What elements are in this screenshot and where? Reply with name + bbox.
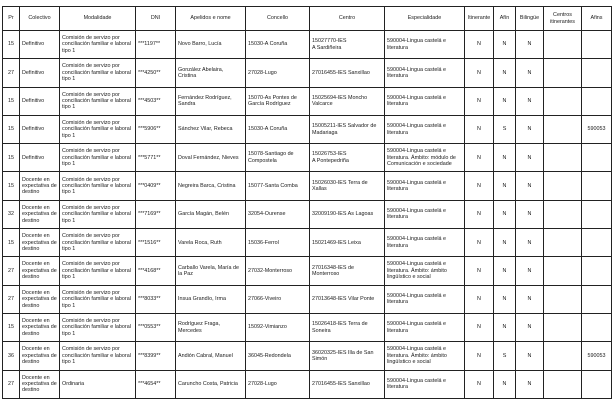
cell-colectivo: Definitivo: [20, 31, 60, 59]
cell-centros-itinerantes: [544, 200, 582, 228]
cell-centros-itinerantes: [544, 257, 582, 285]
cell-colectivo: Docente en expectativa de destino: [20, 313, 60, 341]
cell-bilingue: N: [516, 342, 544, 370]
cell-afin: N: [494, 229, 516, 257]
cell-colectivo: Docente en expectativa de destino: [20, 172, 60, 200]
table-row: [3, 229, 612, 257]
cell-pr: 15: [3, 313, 20, 341]
cell-centros-itinerantes: [544, 31, 582, 59]
cell-itinerante: N: [465, 172, 494, 200]
cell-bilingue: N: [516, 172, 544, 200]
cell-afin: N: [494, 144, 516, 172]
cell-concello: 15030-A Coruña: [246, 115, 310, 143]
cell-line: A Sardiñeira: [312, 44, 342, 51]
cell-afin: N: [494, 285, 516, 313]
cell-bilingue: N: [516, 115, 544, 143]
cell-line: 15026753-IES: [312, 151, 347, 158]
cell-centros-itinerantes: [544, 229, 582, 257]
cell-dni: ***1516**: [136, 229, 176, 257]
cell-centros-itinerantes: [544, 59, 582, 87]
cell-especialidade: 590004-Lingua castelá e literatura: [385, 59, 465, 87]
cell-bilingue: N: [516, 370, 544, 398]
table-row: [3, 313, 612, 341]
cell-nome: González Abelaira, Cristina: [176, 59, 246, 87]
cell-dni: ***4168**: [136, 257, 176, 285]
cell-centro: [310, 31, 385, 59]
cell-modalidade: Comisión de servizo por conciliación familiar e laboral tipo 1: [60, 285, 136, 313]
cell-line: 15026418-IES Terra de Soneira: [312, 321, 368, 334]
cell-itinerante: N: [465, 144, 494, 172]
cell-line: 27016348-IES de Monterroso: [312, 264, 354, 278]
cell-itinerante: N: [465, 313, 494, 341]
cell-colectivo: Docente en expectativa de destino: [20, 200, 60, 228]
cell-bilingue: N: [516, 144, 544, 172]
cell-afin: N: [494, 200, 516, 228]
cell-nome: Fernández Rodríguez, Sandra: [176, 87, 246, 115]
cell-afin: N: [494, 370, 516, 398]
cell-nome: Negreira Barca, Cristina: [176, 172, 246, 200]
cell-concello: 27028-Lugo: [246, 370, 310, 398]
table-row: [3, 31, 612, 59]
cell-bilingue: N: [516, 87, 544, 115]
cell-nome: Insua Grandío, Irma: [176, 285, 246, 313]
cell-centro: [310, 257, 385, 285]
cell-colectivo: Docente en expectativa de destino: [20, 229, 60, 257]
cell-concello: 15077-Santa Comba: [246, 172, 310, 200]
cell-modalidade: Comisión de servizo por conciliación familiar e laboral tipo 1: [60, 115, 136, 143]
cell-centro: [310, 87, 385, 115]
cell-afins: [582, 200, 612, 228]
table-row: [3, 59, 612, 87]
cell-itinerante: N: [465, 31, 494, 59]
cell-nome: Sánchez Vilar, Rebeca: [176, 115, 246, 143]
cell-pr: 15: [3, 31, 20, 59]
cell-centros-itinerantes: [544, 285, 582, 313]
table-row: [3, 200, 612, 228]
cell-colectivo: Docente en expectativa de destino: [20, 370, 60, 398]
header-cell: Concello: [246, 7, 310, 31]
cell-centro: [310, 370, 385, 398]
cell-nome: Doval Fernández, Nieves: [176, 144, 246, 172]
table-body: [3, 31, 612, 399]
cell-concello: 15070-As Pontes de García Rodríguez: [246, 87, 310, 115]
cell-colectivo: Definitivo: [20, 144, 60, 172]
cell-line: 32009190-IES As Lagoas: [312, 211, 374, 218]
table-row: [3, 144, 612, 172]
cell-afins: [582, 31, 612, 59]
cell-pr: 15: [3, 115, 20, 143]
cell-centro: [310, 229, 385, 257]
cell-centros-itinerantes: [544, 370, 582, 398]
cell-nome: García Magán, Belén: [176, 200, 246, 228]
cell-itinerante: N: [465, 87, 494, 115]
cell-line: A Pontepedriña: [312, 157, 349, 164]
cell-dni: ***4250**: [136, 59, 176, 87]
cell-line: 15025694-IES Moncho Valcarce: [312, 94, 368, 108]
cell-itinerante: N: [465, 257, 494, 285]
cell-colectivo: Definitivo: [20, 115, 60, 143]
header-cell: Apelidos e nome: [176, 7, 246, 31]
table-row: [3, 257, 612, 285]
table-header-row: [3, 7, 612, 31]
cell-modalidade: Comisión de servizo por conciliación familiar e laboral tipo 1: [60, 87, 136, 115]
cell-bilingue: N: [516, 59, 544, 87]
table-row: [3, 285, 612, 313]
cell-nome: Rodríguez Fraga, Mercedes: [176, 313, 246, 341]
cell-concello: 32054-Ourense: [246, 200, 310, 228]
cell-centros-itinerantes: [544, 172, 582, 200]
cell-afin: S: [494, 342, 516, 370]
cell-concello: 27028-Lugo: [246, 59, 310, 87]
cell-afins: [582, 285, 612, 313]
cell-afins: [582, 59, 612, 87]
cell-line: 27016455-IES Sanxillao: [312, 381, 370, 388]
cell-especialidade: 590004-Lingua castelá e literatura: [385, 285, 465, 313]
cell-especialidade: 590004-Lingua castelá e literatura: [385, 172, 465, 200]
header-cell: Especialidade: [385, 7, 465, 31]
cell-pr: 27: [3, 285, 20, 313]
cell-afin: N: [494, 172, 516, 200]
cell-afins: [582, 313, 612, 341]
header-cell: Centros itinerantes: [544, 7, 582, 31]
cell-especialidade: 590004-Lingua castelá e literatura: [385, 229, 465, 257]
cell-bilingue: N: [516, 200, 544, 228]
cell-centro: [310, 115, 385, 143]
cell-centros-itinerantes: [544, 115, 582, 143]
cell-itinerante: N: [465, 285, 494, 313]
cell-centro: [310, 200, 385, 228]
header-cell: Afins: [582, 7, 612, 31]
cell-afin: S: [494, 115, 516, 143]
cell-itinerante: N: [465, 115, 494, 143]
cell-colectivo: Definitivo: [20, 87, 60, 115]
cell-centro: [310, 172, 385, 200]
cell-line: 15027770-IES: [312, 38, 347, 45]
cell-modalidade: Comisión de servizo por conciliación familiar e laboral tipo 1: [60, 257, 136, 285]
cell-itinerante: N: [465, 59, 494, 87]
cell-colectivo: Definitivo: [20, 59, 60, 87]
cell-line: 15021469-IES Leixa: [312, 239, 361, 246]
cell-pr: 32: [3, 200, 20, 228]
table-row: [3, 370, 612, 398]
cell-modalidade: Comisión de servizo por conciliación familiar e laboral tipo 1: [60, 172, 136, 200]
cell-concello: 15030-A Coruña: [246, 31, 310, 59]
cell-especialidade: 590004-Lingua castelá e literatura. Ámbito: ámbito lingüístico e social: [385, 342, 465, 370]
cell-pr: 27: [3, 370, 20, 398]
cell-dni: ***8399**: [136, 342, 176, 370]
cell-nome: Carballo Varela, María de la Paz: [176, 257, 246, 285]
cell-centros-itinerantes: [544, 144, 582, 172]
cell-centros-itinerantes: [544, 313, 582, 341]
cell-afins: 590053: [582, 342, 612, 370]
cell-concello: 15036-Ferrol: [246, 229, 310, 257]
cell-dni: ***1197**: [136, 31, 176, 59]
cell-bilingue: N: [516, 257, 544, 285]
cell-colectivo: Docente en expectativa de destino: [20, 342, 60, 370]
cell-centro: [310, 342, 385, 370]
cell-itinerante: N: [465, 200, 494, 228]
cell-concello: 27032-Monterroso: [246, 257, 310, 285]
cell-dni: ***0553**: [136, 313, 176, 341]
cell-pr: 36: [3, 342, 20, 370]
cell-especialidade: 590004-Lingua castelá e literatura: [385, 115, 465, 143]
cell-colectivo: Docente en expectativa de destino: [20, 285, 60, 313]
header-cell: Modalidade: [60, 7, 136, 31]
cell-line: 36020325-IES Illa de San Simón: [312, 349, 374, 362]
cell-bilingue: N: [516, 285, 544, 313]
cell-pr: 15: [3, 144, 20, 172]
cell-pr: 27: [3, 59, 20, 87]
cell-especialidade: 590004-Lingua castelá e literatura. Ámbito: módulo de Comunicación e sociedade: [385, 144, 465, 172]
cell-afin: N: [494, 313, 516, 341]
cell-nome: Caruncho Costa, Patricia: [176, 370, 246, 398]
cell-dni: ***5906**: [136, 115, 176, 143]
cell-especialidade: 590004-Lingua castelá e literatura. Ámbito: ámbito lingüístico e social: [385, 257, 465, 285]
cell-concello: 15078-Santiago de Compostela: [246, 144, 310, 172]
cell-afins: [582, 172, 612, 200]
cell-pr: 27: [3, 257, 20, 285]
cell-nome: Andión Cabral, Manuel: [176, 342, 246, 370]
header-cell: Bilingüe: [516, 7, 544, 31]
cell-itinerante: N: [465, 229, 494, 257]
header-cell: Colectivo: [20, 7, 60, 31]
cell-dni: ***7169**: [136, 200, 176, 228]
cell-concello: 27066-Viveiro: [246, 285, 310, 313]
cell-especialidade: 590004-Lingua castelá e literatura: [385, 370, 465, 398]
cell-pr: 15: [3, 172, 20, 200]
header-cell: Pr: [3, 7, 20, 31]
assignments-table: [2, 6, 612, 399]
cell-bilingue: N: [516, 229, 544, 257]
cell-centro: [310, 144, 385, 172]
cell-concello: 15092-Vimianzo: [246, 313, 310, 341]
table-row: [3, 342, 612, 370]
cell-afins: [582, 144, 612, 172]
cell-modalidade: Ordinaria: [60, 370, 136, 398]
cell-itinerante: N: [465, 342, 494, 370]
header-cell: DNI: [136, 7, 176, 31]
header-cell: Itinerante: [465, 7, 494, 31]
cell-centros-itinerantes: [544, 87, 582, 115]
cell-especialidade: 590004-Lingua castelá e literatura: [385, 31, 465, 59]
cell-afin: N: [494, 59, 516, 87]
cell-especialidade: 590004-Lingua castelá e literatura: [385, 87, 465, 115]
cell-dni: ***4654**: [136, 370, 176, 398]
cell-afins: [582, 87, 612, 115]
cell-itinerante: N: [465, 370, 494, 398]
cell-modalidade: Comisión de servizo por conciliación familiar e laboral tipo 1: [60, 200, 136, 228]
cell-modalidade: Comisión de servizo por conciliación familiar e laboral tipo 1: [60, 313, 136, 341]
cell-pr: 15: [3, 87, 20, 115]
cell-centro: [310, 285, 385, 313]
header-cell: Centro: [310, 7, 385, 31]
cell-centro: [310, 59, 385, 87]
cell-bilingue: N: [516, 31, 544, 59]
cell-centros-itinerantes: [544, 342, 582, 370]
cell-dni: ***4503**: [136, 87, 176, 115]
cell-dni: ***8033**: [136, 285, 176, 313]
cell-afins: [582, 257, 612, 285]
cell-modalidade: Comisión de servizo por conciliación familiar e laboral tipo 1: [60, 144, 136, 172]
table-row: [3, 87, 612, 115]
cell-afin: N: [494, 87, 516, 115]
cell-modalidade: Comisión de servizo por conciliación familiar e laboral tipo 1: [60, 31, 136, 59]
header-cell: Afín: [494, 7, 516, 31]
cell-line: 15005211-IES Salvador de Madariaga: [312, 123, 377, 136]
table-row: [3, 115, 612, 143]
cell-modalidade: Comisión de servizo por conciliación familiar e laboral tipo 1: [60, 342, 136, 370]
cell-line: 15026030-IES Terra de Xallas: [312, 179, 368, 193]
cell-pr: 15: [3, 229, 20, 257]
table-row: [3, 172, 612, 200]
cell-concello: 36045-Redondela: [246, 342, 310, 370]
cell-dni: ***5771**: [136, 144, 176, 172]
cell-especialidade: 590004-Lingua castelá e literatura: [385, 200, 465, 228]
cell-modalidade: Comisión de servizo por conciliación familiar e laboral tipo 1: [60, 229, 136, 257]
cell-dni: ***0409**: [136, 172, 176, 200]
cell-modalidade: Comisión de servizo por conciliación familiar e laboral tipo 1: [60, 59, 136, 87]
cell-line: 27013648-IES Vilar Ponte: [312, 296, 375, 303]
cell-colectivo: Docente en expectativa de destino: [20, 257, 60, 285]
cell-nome: Varela Roca, Ruth: [176, 229, 246, 257]
cell-especialidade: 590004-Lingua castelá e literatura: [385, 313, 465, 341]
cell-afin: N: [494, 257, 516, 285]
document-page: [2, 6, 612, 399]
cell-centro: [310, 313, 385, 341]
cell-afins: 590053: [582, 115, 612, 143]
cell-bilingue: N: [516, 313, 544, 341]
cell-afins: [582, 370, 612, 398]
cell-nome: Novo Barro, Lucía: [176, 31, 246, 59]
cell-afins: [582, 229, 612, 257]
cell-line: 27016455-IES Sanxillao: [312, 69, 370, 76]
cell-afin: N: [494, 31, 516, 59]
